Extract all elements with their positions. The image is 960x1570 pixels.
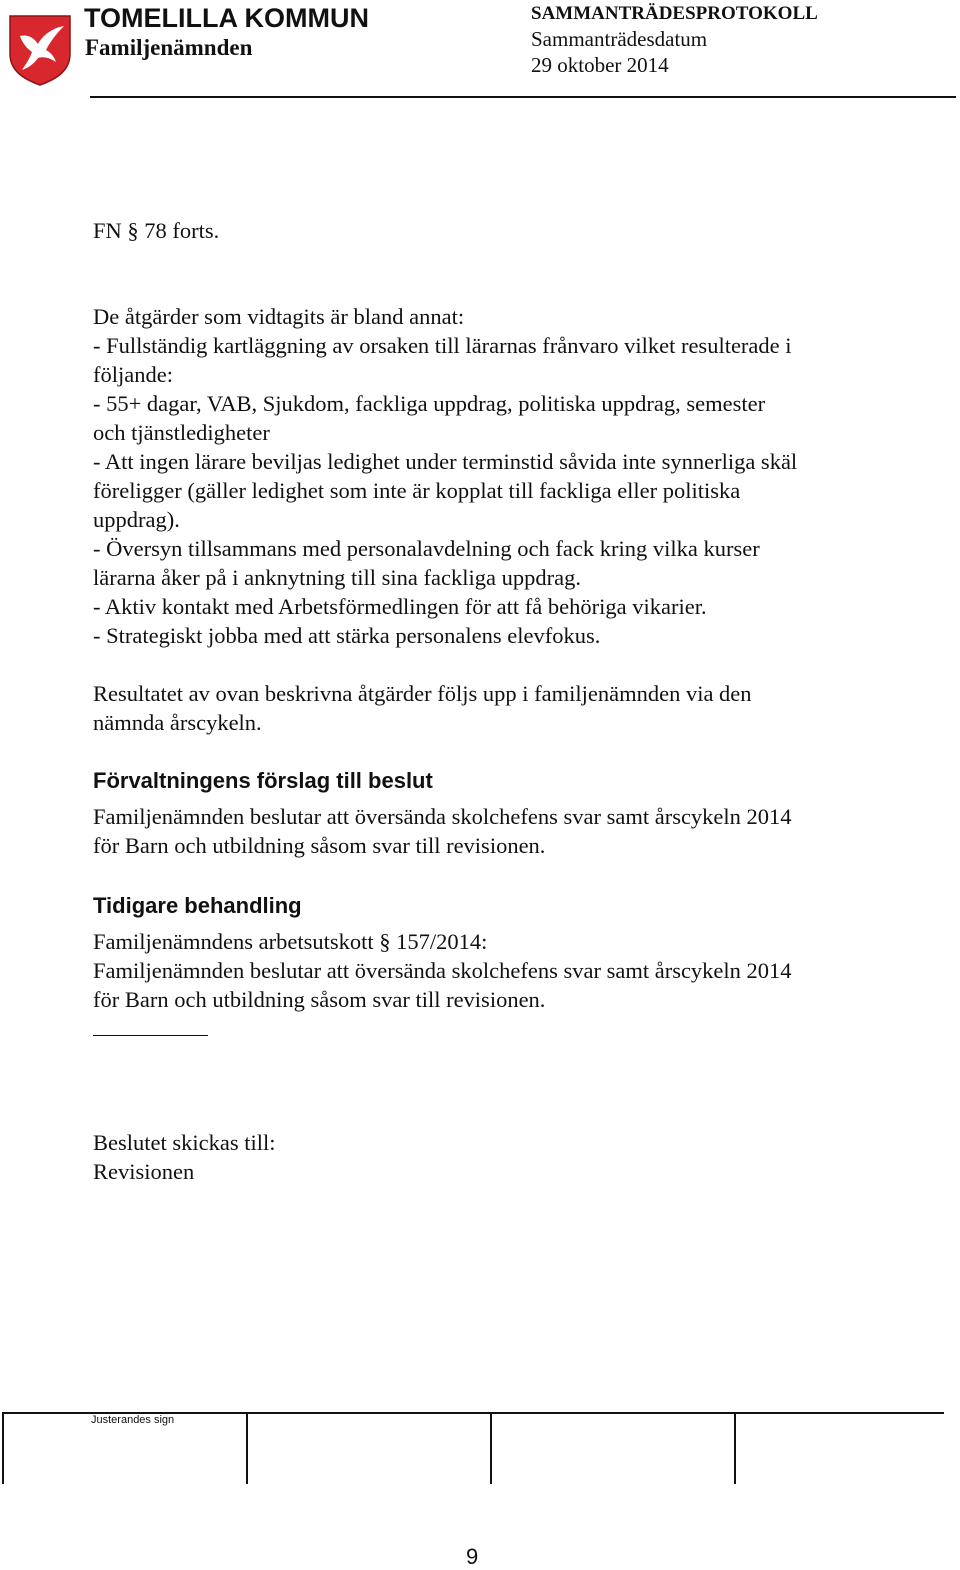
page-number: 9: [466, 1544, 479, 1569]
end-of-section-rule: [93, 1035, 208, 1036]
municipal-crest-icon: [8, 14, 72, 86]
header-divider: [90, 96, 956, 98]
organization-name: TOMELILLA KOMMUN: [84, 3, 369, 33]
measures-line: - Aktiv kontakt med Arbetsförmedlingen för att få behöriga vikarier.: [93, 594, 707, 619]
previous-line: Familjenämndens arbetsutskott § 157/2014:: [93, 929, 488, 954]
proposal-line: för Barn och utbildning såsom svar till revisionen.: [93, 833, 546, 858]
signature-cell: [734, 1414, 960, 1484]
distribution-recipient: Revisionen: [93, 1159, 195, 1184]
distribution-label: Beslutet skickas till:: [93, 1130, 276, 1155]
measures-line: - Att ingen lärare beviljas ledighet under terminstid såvida inte synnerliga skäl: [93, 449, 798, 474]
proposal-line: Familjenämnden beslutar att översända skolchefens svar samt årscykeln 2014: [93, 804, 792, 829]
section-reference: FN § 78 forts.: [93, 218, 220, 243]
measures-line: och tjänstledigheter: [93, 420, 270, 445]
measures-line: - Fullständig kartläggning av orsaken till lärarnas frånvaro vilket resulterade i: [93, 333, 792, 358]
committee-name: Familjenämnden: [85, 35, 253, 60]
measures-line: följande:: [93, 362, 173, 387]
measures-block: [93, 302, 797, 737]
previous-handling-text: [93, 927, 792, 1014]
signature-cell: [246, 1414, 492, 1484]
distribution-block: [93, 1128, 275, 1186]
result-line: nämnda årscykeln.: [93, 710, 262, 735]
previous-handling-heading: Tidigare behandling: [93, 893, 302, 918]
measures-line: - Strategiskt jobba med att stärka personalens elevfokus.: [93, 623, 601, 648]
measures-line: föreligger (gäller ledighet som inte är kopplat till fackliga eller politiska: [93, 478, 741, 503]
measures-line: uppdrag).: [93, 507, 180, 532]
signature-label: Justerandes sign: [91, 1414, 175, 1426]
signature-cell: [490, 1414, 736, 1484]
meeting-date: 29 oktober 2014: [531, 53, 669, 77]
previous-line: Familjenämnden beslutar att översända skolchefens svar samt årscykeln 2014: [93, 958, 792, 983]
document-type: SAMMANTRÄDESPROTOKOLL: [531, 3, 818, 24]
result-line: Resultatet av ovan beskrivna åtgärder följs upp i familjenämnden via den: [93, 681, 752, 706]
measures-line: - Översyn tillsammans med personalavdelning och fack kring vilka kurser: [93, 536, 760, 561]
measures-line: - 55+ dagar, VAB, Sjukdom, fackliga uppdrag, politiska uppdrag, semester: [93, 391, 766, 416]
proposal-heading: Förvaltningens förslag till beslut: [93, 768, 433, 793]
measures-line: lärarna åker på i anknytning till sina fackliga uppdrag.: [93, 565, 581, 590]
previous-line: för Barn och utbildning såsom svar till revisionen.: [93, 987, 546, 1012]
meeting-date-label: Sammanträdesdatum: [531, 27, 708, 51]
measures-line: De åtgärder som vidtagits är bland annat:: [93, 304, 465, 329]
proposal-text: [93, 802, 792, 860]
